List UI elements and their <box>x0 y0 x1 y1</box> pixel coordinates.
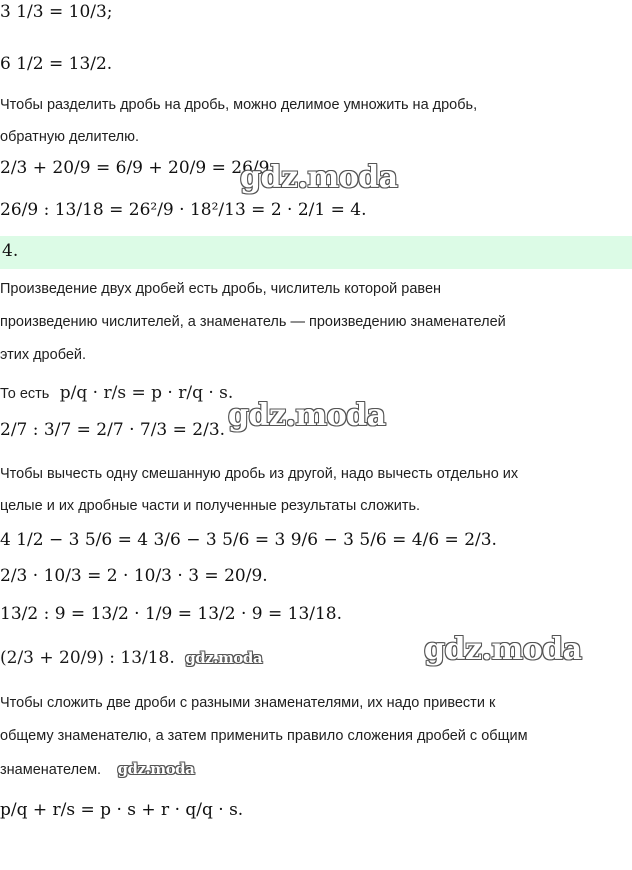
paragraph-text: Чтобы вычесть одну смешанную дробь из другой, надо вычесть отдельно их <box>0 466 519 482</box>
watermark: gdz.moda <box>424 632 582 667</box>
math-line: 4 1/2 − 3 5/6 = 4 3/6 − 3 5/6 = 3 9/6 − 3 5/6 = 4/6 = 2/3. <box>0 530 497 550</box>
paragraph-text: Чтобы сложить две дроби с разными знаменателями, их надо привести к <box>0 695 496 711</box>
paragraph-text: целые и их дробные части и полученные результаты сложить. <box>0 498 421 514</box>
math-expression: p/q · r/s = p · r/q · s. <box>59 383 234 403</box>
section-highlight <box>0 236 632 269</box>
watermark: gdz.moda <box>228 398 386 433</box>
math-line: 3 1/3 = 10/3; <box>0 2 113 22</box>
watermark: gdz.moda <box>185 649 263 667</box>
math-line: 6 1/2 = 13/2. <box>0 54 113 74</box>
paragraph-text: общему знаменателю, а затем применить правило сложения дробей с общим <box>0 728 528 744</box>
math-line: 26/9 : 13/18 = 26²/9 · 18²/13 = 2 · 2/1 = 4. <box>0 200 367 220</box>
formula-row <box>0 648 262 668</box>
math-expression: (2/3 + 20/9) : 13/18. <box>0 648 175 668</box>
watermark: gdz.moda <box>117 760 195 778</box>
math-line: 13/2 : 9 = 13/2 · 1/9 = 13/2 · 9 = 13/18. <box>0 604 343 624</box>
math-line: 2/3 + 20/9 = 6/9 + 20/9 = 26/9. <box>0 158 275 178</box>
section-number: 4. <box>2 241 19 261</box>
paragraph-text: То есть <box>0 386 50 402</box>
math-line: 2/7 : 3/7 = 2/7 · 7/3 = 2/3. <box>0 420 226 440</box>
formula-row <box>0 760 194 779</box>
math-line: 2/3 · 10/3 = 2 · 10/3 · 3 = 20/9. <box>0 566 268 586</box>
math-line: p/q + r/s = p · s + r · q/q · s. <box>0 800 244 820</box>
paragraph-text: Чтобы разделить дробь на дробь, можно делимое умножить на дробь, <box>0 97 478 113</box>
paragraph-text: обратную делителю. <box>0 129 140 145</box>
watermark: gdz.moda <box>240 160 398 195</box>
formula-row <box>0 383 233 403</box>
paragraph-text: произведению числителей, а знаменатель — произведению знаменателей <box>0 314 506 330</box>
paragraph-text: знаменателем. <box>0 762 102 778</box>
paragraph-text: этих дробей. <box>0 347 87 363</box>
paragraph-text: Произведение двух дробей есть дробь, числитель которой равен <box>0 281 442 297</box>
